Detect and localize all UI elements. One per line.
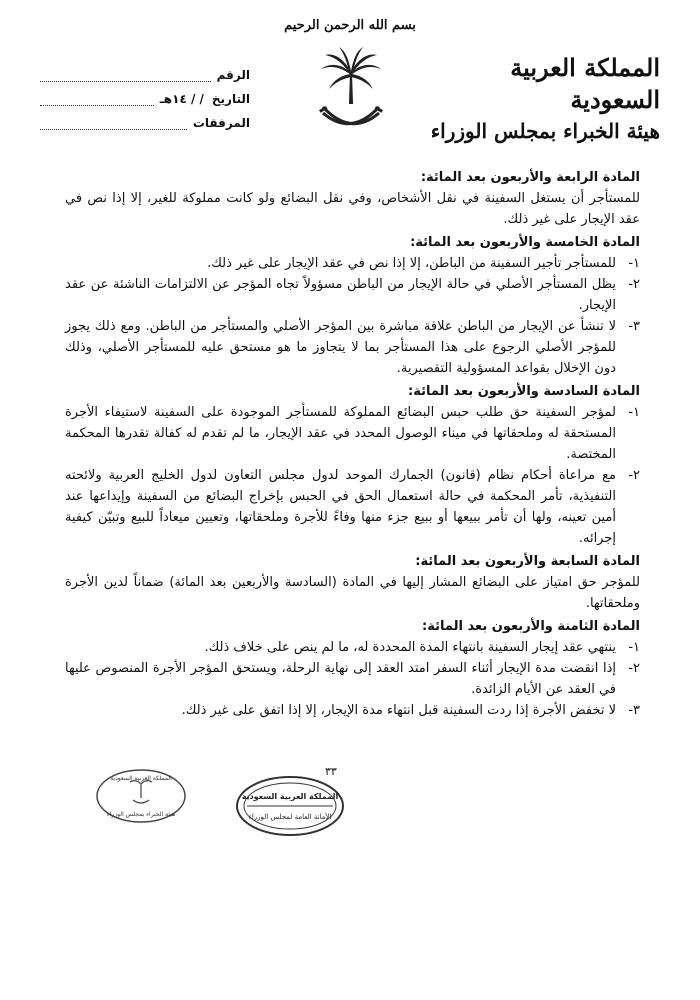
date-label: التاريخ (211, 92, 250, 106)
svg-text:الأمانة العامة لمجلس الوزراء: الأمانة العامة لمجلس الوزراء (248, 813, 332, 821)
article-item (65, 700, 640, 721)
item-number: ٣- (628, 319, 640, 334)
document-body (65, 165, 640, 721)
item-text: إذا انقضت مدة الإيجار أثناء السفر امتد العقد إلى نهاية الرحلة، ويستحق المؤجر الأجرة المنصوص عليها في العقد عن الأيام الزائدة. (65, 661, 616, 697)
item-number: ١- (628, 256, 640, 271)
item-number: ١- (628, 405, 640, 420)
reference-dotted-line (40, 71, 211, 82)
attachments-label: المرفقات (192, 116, 250, 130)
article-paragraph: للمستأجر أن يستغل السفينة في نقل الأشخاص، وفي نقل البضائع ولو كانت مملوكة للغير، إلا إذا نص في عقد الإيجار على غير ذلك. (65, 191, 640, 227)
article-item (65, 316, 640, 379)
article-item (65, 658, 640, 700)
item-text: يظل المستأجر الأصلي في حالة الإيجار من الباطن مسؤولاً تجاه المؤجر عن الالتزامات الناشئة عن عقد الإيجار. (65, 277, 616, 313)
date-dotted-line (40, 95, 154, 106)
reference-fields (40, 58, 250, 130)
attachments-dotted-line (40, 119, 187, 130)
article-heading: المادة الثامنة والأربعون بعد المائة: (422, 619, 640, 634)
date-value: / / ١٤هـ (159, 92, 204, 106)
svg-text:هيئة الخبراء بمجلس الوزراء: هيئة الخبراء بمجلس الوزراء (106, 811, 176, 818)
article-paragraph: للمؤجر حق امتياز على البضائع المشار إليها في المادة (السادسة والأربعين بعد المائة) ضماناً لدين الأجرة وملحقاتها. (65, 575, 640, 611)
reference-row (40, 58, 250, 82)
item-number: ٣- (628, 703, 640, 718)
attachments-row (40, 106, 250, 130)
article-heading: المادة الخامسة والأربعون بعد المائة: (410, 235, 640, 250)
article-heading: المادة السادسة والأربعون بعد المائة: (408, 384, 640, 399)
org-body: هيئة الخبراء بمجلس الوزراء (430, 119, 660, 143)
item-number: ١- (628, 640, 640, 655)
item-text: مع مراعاة أحكام نظام (قانون) الجمارك الموحد لدول مجلس التعاون لدول الخليج العربية ولائحته التنفيذية، تأمر المحكمة في حالة استعمال الحق في الحبس بإخراج البضائع من السفينة وإيداعها عند أمين تعينه، ولها أن تأمر ببيعها أو ببيع جزء منها وفاءً للأجرة وملحقاتها، وتعيين ميعاداً للبيع وتبيّن كيفية إجرائه. (65, 468, 616, 546)
reference-label: الرقم (216, 68, 250, 82)
item-text: للمستأجر تأجير السفينة من الباطن، إلا إذا نص في عقد الإيجار على غير ذلك. (207, 256, 616, 271)
page-number: ٣٣ (325, 765, 337, 778)
org-country: المملكة العربية السعودية (510, 53, 660, 114)
item-text: ينتهي عقد إيجار السفينة بانتهاء المدة المحددة له، ما لم ينص على خلاف ذلك. (204, 640, 616, 655)
item-number: ٢- (628, 277, 640, 292)
saudi-emblem-icon (315, 45, 387, 135)
experts-commission-stamp (95, 768, 187, 824)
article-item (65, 402, 640, 465)
article-item (65, 274, 640, 316)
organization-header (420, 52, 660, 146)
item-text: لا تنشأ عن الإيجار من الباطن علاقة مباشرة بين المؤجر الأصلي والمستأجر من الباطن. ومع ذلك يجوز للمؤجر الأصلي الرجوع على هذا المستأجر بما لا يتجاوز ما هو مستحق عليه للمستأجر الأصلي، وذلك دون الإخلال بقواعد المسؤولية التقصيرية. (65, 319, 616, 376)
general-secretariat-stamp (235, 775, 345, 837)
item-text: لمؤجر السفينة حق طلب حبس البضائع المملوكة للمستأجر الموجودة على السفينة لاستيفاء الأجرة المستحقة له وملحقاتها في ميناء الوصول المحدد في عقد الإيجار، ما لم تقدم له كفالة تقدرها المحكمة المختصة. (65, 405, 616, 462)
item-number: ٢- (628, 661, 640, 676)
article-item (65, 253, 640, 274)
svg-text:المملكة العربية السعودية: المملكة العربية السعودية (241, 792, 339, 801)
article-heading: المادة الرابعة والأربعون بعد المائة: (420, 170, 640, 185)
svg-text:المملكة العربية السعودية: المملكة العربية السعودية (110, 775, 172, 782)
article-item (65, 637, 640, 658)
basmala: بسم الله الرحمن الرحيم (284, 18, 416, 33)
item-text: لا تخفض الأجرة إذا ردت السفينة قبل انتهاء مدة الإيجار، إلا إذا اتفق على غير ذلك. (181, 703, 616, 718)
article-heading: المادة السابعة والأربعون بعد المائة: (415, 554, 640, 569)
item-number: ٢- (628, 468, 640, 483)
article-item (65, 465, 640, 549)
date-row (40, 82, 250, 106)
